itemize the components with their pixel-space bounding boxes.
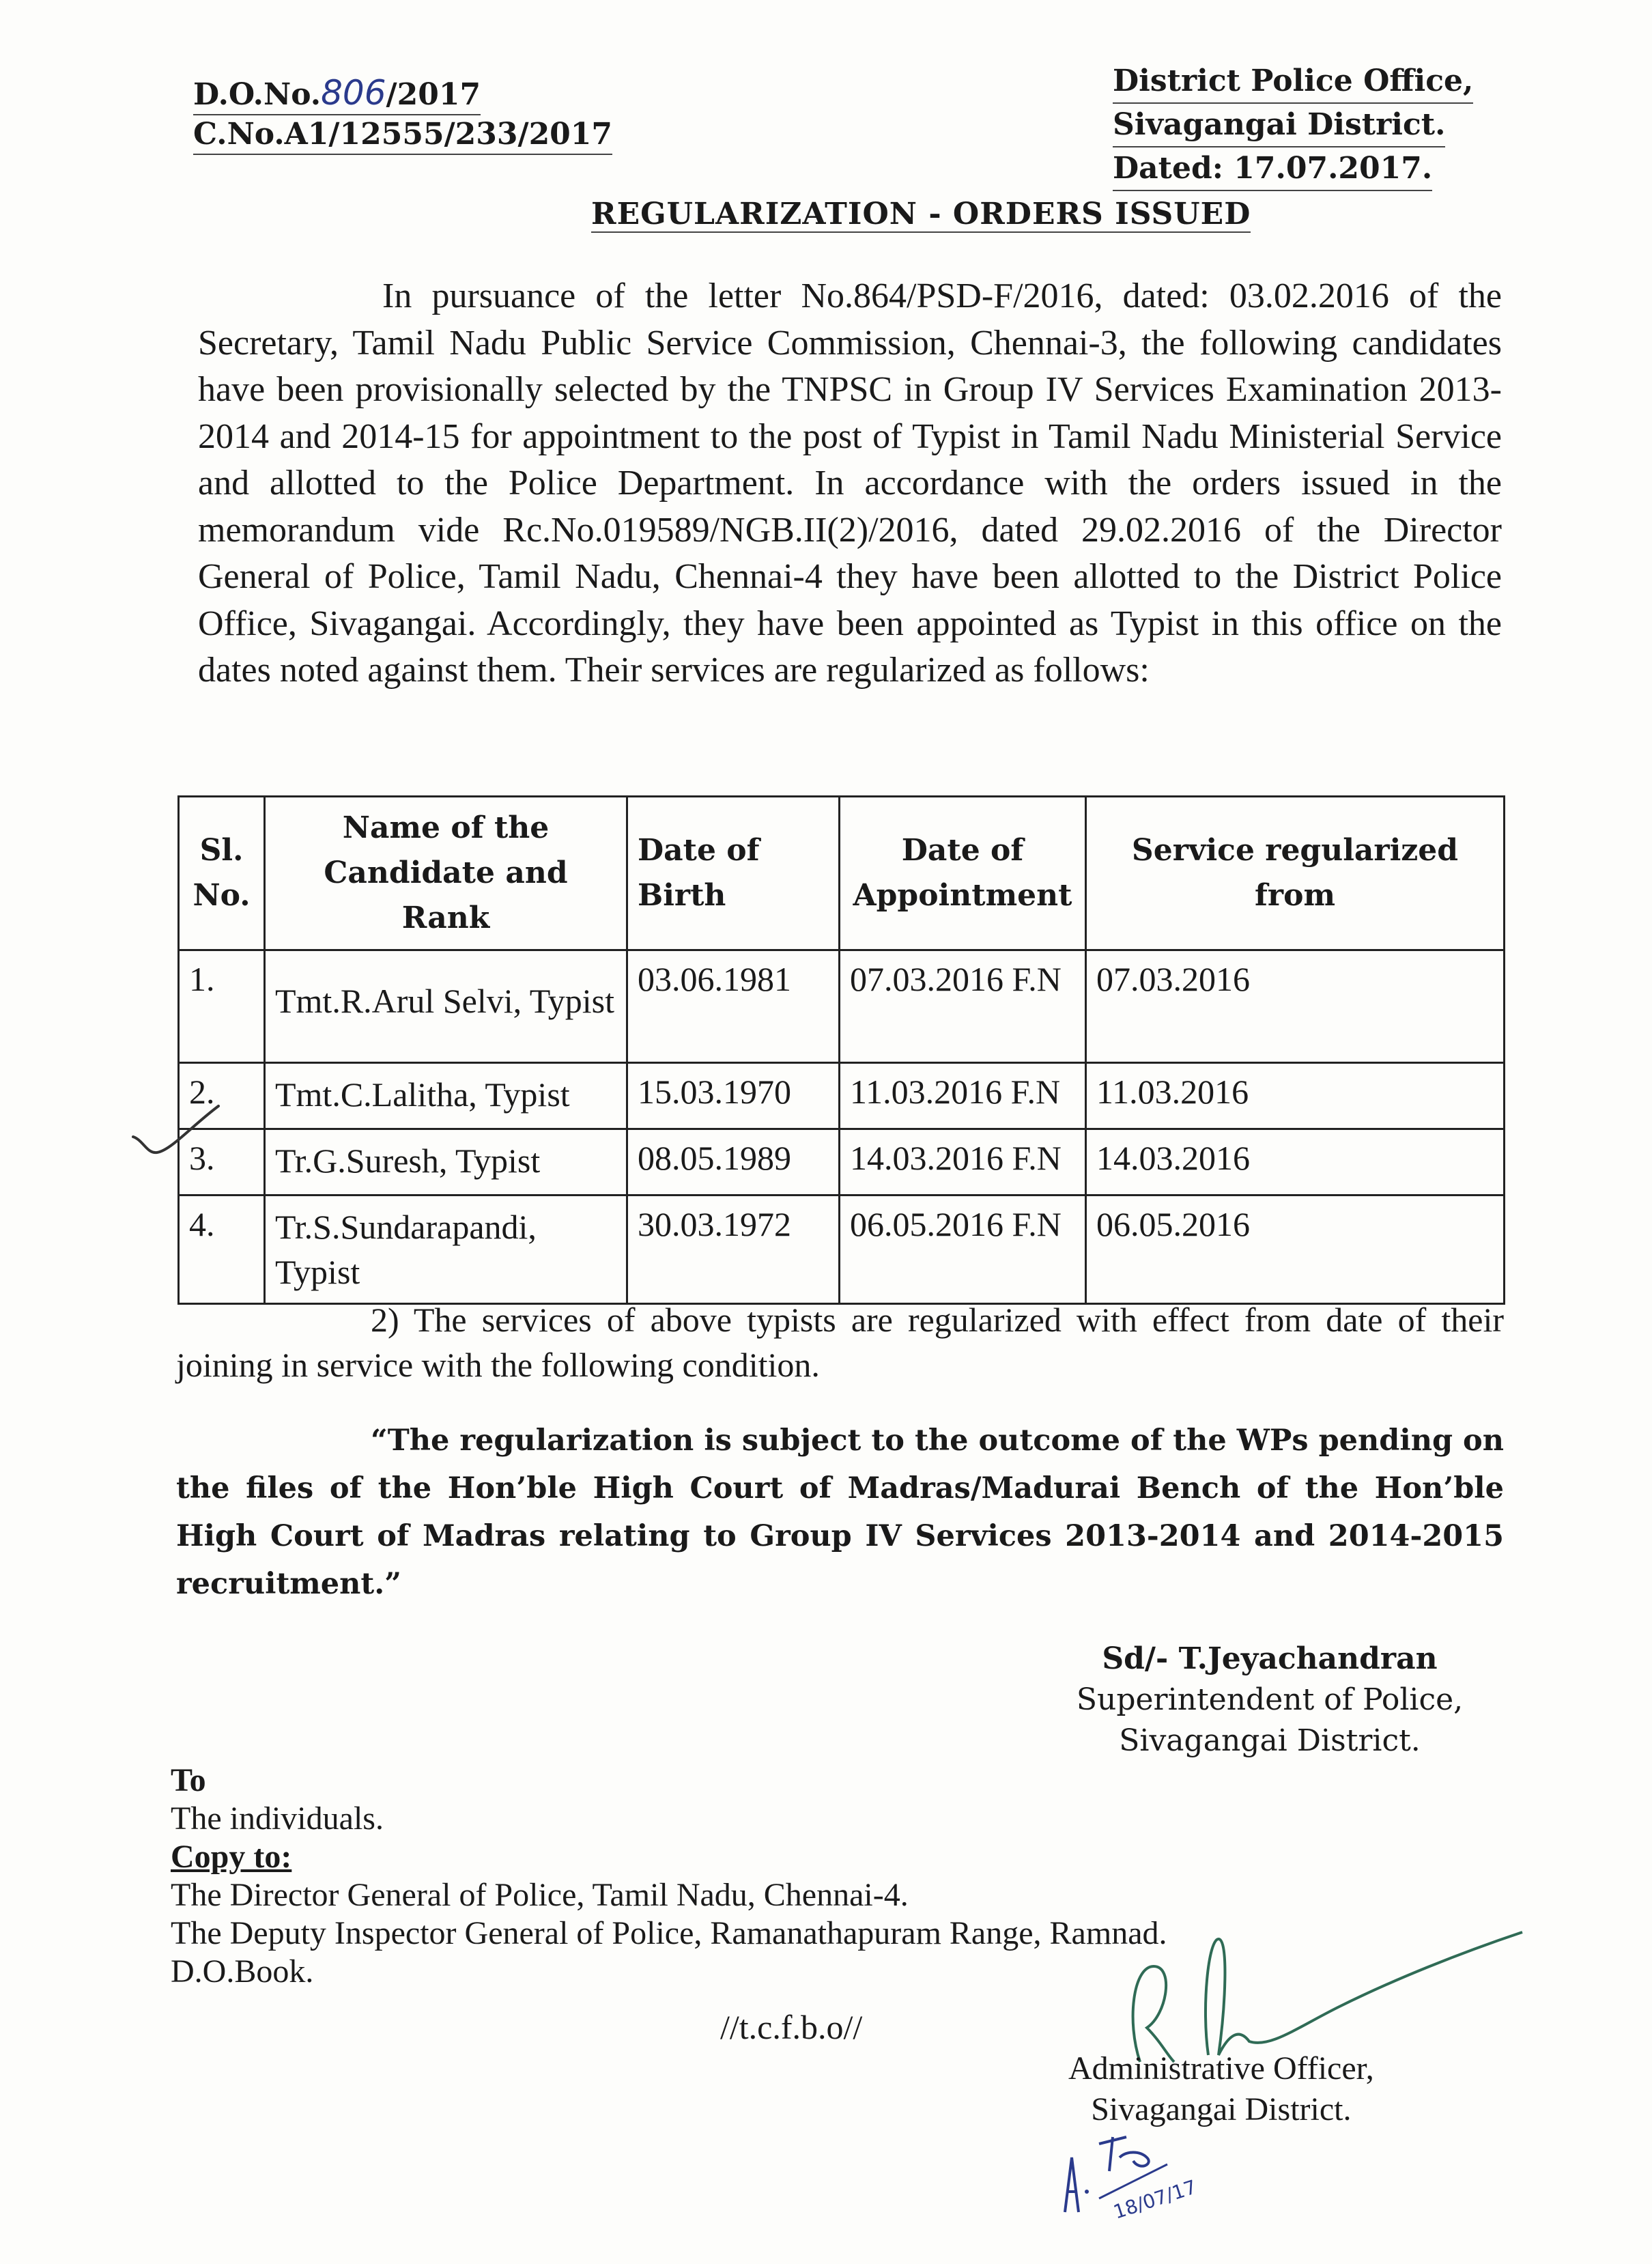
handwritten-do-number: 806 [321,73,386,113]
cell-sl: 4. [179,1195,265,1304]
body-paragraph-2: 2) The services of above typists are regularized with effect from date of their joining in service with the following condition. [176,1301,1504,1384]
to-value: The individuals. [171,1800,384,1837]
cell-doa: 07.03.2016 F.N [840,950,1086,1063]
cell-doa: 14.03.2016 F.N [840,1129,1086,1195]
signatory-designation: Superintendent of Police, [1076,1682,1464,1717]
do-number: D.O.No.806/2017 [193,74,481,115]
condition-quote: “The regularization is subject to the outcome of the WPs pending on the files of the Hon’ble High Court of Madras/Madurai Bench of the Hon’ble High Court of Madras relating to Group IV Services 2013-2014 and 2014-2015 recruitment.” [176,1424,1504,1601]
cell-name: Tr.G.Suresh, Typist [265,1129,627,1195]
col-doa: Date of Appointment [840,797,1086,950]
cell-name: Tr.S.Sundarapandi, Typist [265,1195,627,1304]
cell-doa: 06.05.2016 F.N [840,1195,1086,1304]
to-label: To [171,1762,206,1798]
table-header-row [179,797,1505,950]
signatory-name: Sd/- T.Jeyachandran [1102,1641,1438,1676]
office-line-2: Sivagangai District. [1113,104,1445,147]
copy-item: The Director General of Police, Tamil Nadu, Chennai-4. [171,1877,909,1913]
cell-sl: 1. [179,950,265,1063]
copy-to-label: Copy to: [171,1839,292,1875]
cell-dob: 03.06.1981 [627,950,840,1063]
cell-service-from: 06.05.2016 [1086,1195,1505,1304]
col-name: Name of the Candidate and Rank [265,797,627,950]
cell-sl: 3. [179,1129,265,1195]
copy-item: D.O.Book. [171,1953,314,1990]
cell-sl: 2. [179,1063,265,1129]
table-row [179,1063,1505,1129]
signatory-district: Sivagangai District. [1119,1723,1421,1758]
cell-name: Tmt.C.Lalitha, Typist [265,1063,627,1129]
col-dob: Date of Birth [627,797,840,950]
regularization-table [177,795,1505,1305]
body-paragraph-1: In pursuance of the letter No.864/PSD-F/2016, dated: 03.02.2016 of the Secretary, Tamil Nadu Public Service Commission, Chennai-3, the following candidates have been provisionally selected by the TNPSC in Group IV Services Examination 2013-2014 and 2014-15 for appointment to the post of Typist in Tamil Nadu Ministerial Service and allotted to the Police Department. In accordance with the orders issued in the memorandum vide Rc.No.019589/NGB.II(2)/2016, dated 29.02.2016 of the Director General of Police, Tamil Nadu, Chennai-4 they have been allotted to the District Police Office, Sivagangai. Accordingly, they have been appointed as Typist in this office on the dates noted against them. Their services are regularized as follows: [198,277,1502,690]
c-number: C.No.A1/12555/233/2017 [193,115,612,155]
copy-item: The Deputy Inspector General of Police, Ramanathapuram Range, Ramnad. [171,1915,1167,1951]
cell-service-from: 14.03.2016 [1086,1129,1505,1195]
office-address [1113,60,1473,191]
handwritten-date: 18/07/17 [1110,2175,1199,2224]
attestation-district: Sivagangai District. [1091,2091,1352,2127]
handwritten-checkmark-icon [130,1099,225,1168]
cell-doa: 11.03.2016 F.N [840,1063,1086,1129]
cell-dob: 30.03.1972 [627,1195,840,1304]
cell-name: Tmt.R.Arul Selvi, Typist [265,950,627,1063]
document-date: Dated: 17.07.2017. [1113,147,1432,191]
table-row [179,1195,1505,1304]
office-line-1: District Police Office, [1113,60,1473,104]
reference-numbers [193,74,612,155]
attestation-designation: Administrative Officer, [1068,2050,1374,2086]
signatory-block [1051,1639,1488,1761]
col-sl-no: Sl. No. [179,797,265,950]
cell-dob: 08.05.1989 [627,1129,840,1195]
true-copy-reference: //t.c.f.b.o// [720,2008,863,2046]
document-title: REGULARIZATION - ORDERS ISSUED [591,197,1251,231]
table-row [179,1129,1505,1195]
col-service-from: Service regularized from [1086,797,1505,950]
handwritten-initials-icon [1051,2117,1229,2226]
table-row [179,950,1505,1063]
cell-dob: 15.03.1970 [627,1063,840,1129]
cell-service-from: 07.03.2016 [1086,950,1505,1063]
cell-service-from: 11.03.2016 [1086,1063,1505,1129]
